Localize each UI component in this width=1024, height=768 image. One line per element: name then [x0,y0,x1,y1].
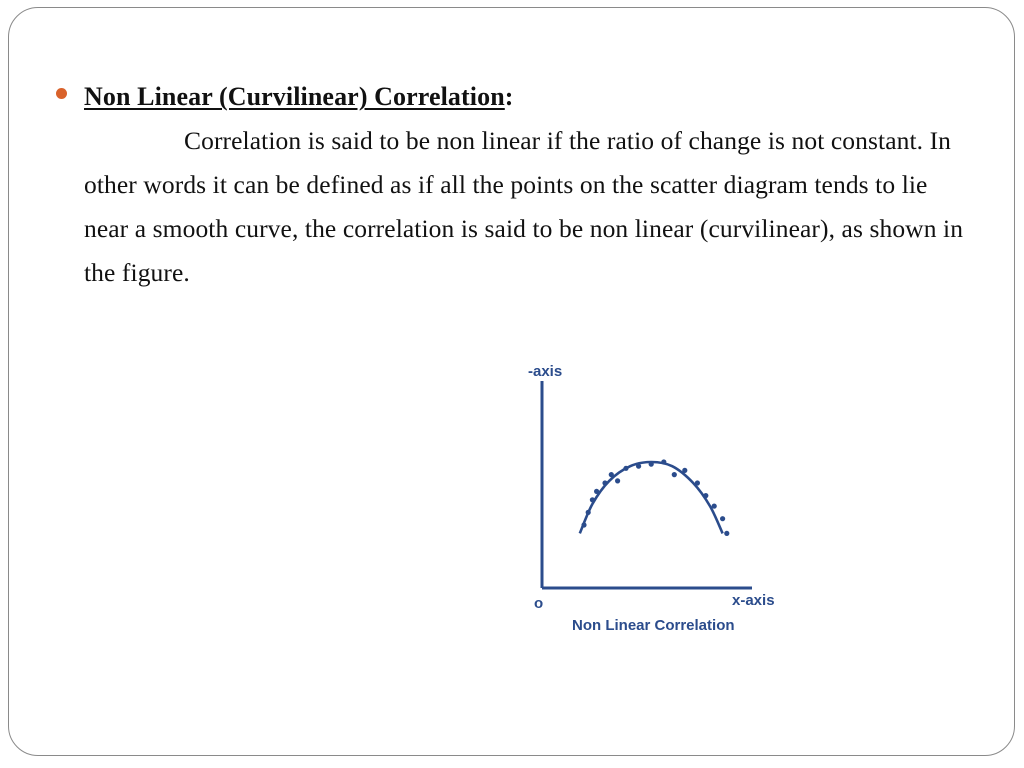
data-point [586,510,591,515]
data-point [724,531,729,536]
data-point [615,478,620,483]
x-axis-label: x-axis [732,592,775,609]
bullet-dot-icon [56,88,67,99]
trend-curve [580,462,723,533]
body-paragraph-wrap [84,119,964,295]
trend-curve-group [580,462,723,533]
data-points-group [581,459,729,536]
data-point [672,472,677,477]
data-point [636,464,641,469]
body-paragraph: Correlation is said to be non linear if the ratio of change is not constant. In other words it can be defined as if all the points on the scatter diagram tends to lie near a smooth curve, the correlation is said to be non linear (curvilinear), as shown in the figure. [84,126,964,287]
slide-heading [84,75,964,119]
data-point [720,516,725,521]
data-point [649,462,654,467]
scatter-figure [520,355,790,645]
data-point [590,497,595,502]
heading-colon: : [504,82,514,111]
data-point [602,480,607,485]
data-point [594,489,599,494]
scatter-chart [520,355,790,645]
data-point [581,522,586,527]
slide-content [84,75,964,295]
figure-caption: Non Linear Correlation [572,617,735,634]
data-point [712,504,717,509]
data-point [682,468,687,473]
data-point [623,466,628,471]
data-point [695,480,700,485]
data-point [703,493,708,498]
data-point [609,472,614,477]
y-axis-label: -axis [528,363,563,380]
data-point [661,459,666,464]
origin-label: o [534,595,544,612]
axes-group [542,381,752,588]
heading-label: Non Linear (Curvilinear) Correlation [84,82,505,111]
